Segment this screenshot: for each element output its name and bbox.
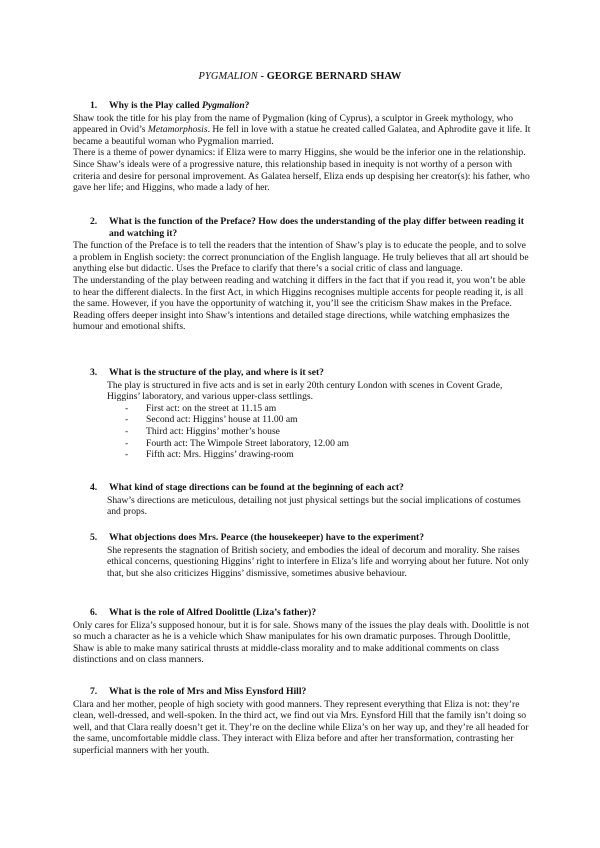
question-5: 5. What objections does Mrs. Pearce (the housekeeper) have to the experiment? bbox=[90, 532, 425, 543]
question-6: 6. What is the role of Alfred Doolittle (Liza’s father)? bbox=[90, 607, 317, 618]
answer-paragraph: Shaw’s directions are meticulous, detailing not just physical settings but the social implications of costumes and props. bbox=[107, 494, 521, 518]
document-title bbox=[0, 71, 600, 83]
question-4: 4. What kind of stage directions can be found at the beginning of each act? bbox=[90, 482, 404, 493]
question-number: 4. bbox=[90, 482, 98, 493]
section-4 bbox=[73, 482, 531, 518]
section-1 bbox=[73, 100, 531, 194]
section-2 bbox=[73, 216, 531, 333]
list-item: - First act: on the street at 11.15 am bbox=[125, 403, 531, 415]
question-number: 5. bbox=[90, 532, 98, 543]
section-6 bbox=[73, 607, 531, 666]
answer-paragraph: The play is structured in five acts and is set in early 20th century London with scenes in Covent Grade, Higgins’ laboratory, and various upper-class settlings. bbox=[107, 379, 503, 403]
question-2: 2. What is the function of the Preface? How does the understanding of the play differ between reading it and watching it? bbox=[90, 216, 524, 239]
question-number: 2. bbox=[90, 216, 98, 227]
question-1: 1. Why is the Play called Pygmalion? bbox=[90, 100, 250, 111]
section-7 bbox=[73, 686, 531, 757]
section-5 bbox=[73, 532, 531, 579]
answer-paragraph: Clara and her mother, people of high society with good manners. They represent everything that Eliza is not: they’re clean, well-dressed, and well-spoken. In the third act, we find out via Mrs. Eynsford Hill that the family isn’t doing so well, and that Clara really doesn’t get it. They’re on the decline while Eliza’s on her way up, and they’re all headed for the same, uncomfortable middle class. They interact with Eliza before and after her transformation, contrasting her superficial manners with her youth. bbox=[73, 698, 529, 756]
question-3: 3. What is the structure of the play, and where is it set? bbox=[90, 367, 324, 378]
title-author: GEORGE BERNARD SHAW bbox=[266, 71, 402, 82]
answer-paragraph: Only cares for Eliza’s supposed honour, but it is for sale. Shows many of the issues the play deals with. Doolittle is not so much a character as he is a vehicle which Shaw manipulates for his own dramatic purposes. Through Doolittle, Shaw is able to make many satirical thrusts at middle-class morality and to make additional comments on class distinctions and on class manners. bbox=[73, 619, 530, 666]
list-item: - Second act: Higgins’ house at 11.00 am bbox=[125, 414, 531, 426]
answer-paragraph: The function of the Preface is to tell the readers that the intention of Shaw’s play is to educate the people, and to solve a problem in English society: the correct pronunciation of the English language. He truly believes that all art should be anything else but didactic. Uses the Preface to clarify that there’s a social critic of class and language. bbox=[73, 240, 529, 275]
answer-paragraph: Shaw took the title for his play from the name of Pygmalion (king of Cyprus), a sculptor in Greek mythology, who appeared in Ovid’s Metamorphosis. He fell in love with a statue he created called Galatea, and Aphrodite gave it life. It became a beautiful woman who Pygmalion married. bbox=[73, 112, 531, 147]
question-number: 1. bbox=[90, 100, 98, 111]
section-3 bbox=[73, 367, 531, 461]
question-7: 7. What is the role of Mrs and Miss Eynsford Hill? bbox=[90, 686, 307, 697]
question-number: 6. bbox=[90, 607, 98, 618]
question-number: 3. bbox=[90, 367, 98, 378]
list-item: - Fifth act: Mrs. Higgins’ drawing-room bbox=[125, 449, 531, 461]
title-separator: - bbox=[257, 71, 267, 82]
title-play: PYGMALION bbox=[198, 71, 258, 82]
answer-paragraph: There is a theme of power dynamics: if Eliza were to marry Higgins, she would be the inferior one in the relationship. Since Shaw’s ideals were of a progressive nature, this relationship based in inequity is not worthy of a person with criteria and desire for personal improvement. As Galatea herself, Eliza ends up despising her creator(s): his father, who gave her life; and Higgins, who made a lady of her. bbox=[73, 147, 530, 194]
list-item: - Fourth act: The Wimpole Street laboratory, 12.00 am bbox=[125, 438, 531, 450]
acts-list bbox=[73, 403, 531, 461]
list-item: - Third act: Higgins’ mother’s house bbox=[125, 426, 531, 438]
answer-paragraph: The understanding of the play between reading and watching it differs in the fact that if you read it, you won’t be able to hear the different dialects. In the first Act, in which Higgins recognises multiple accents for people reading it, is all the same. However, if you have the opportunity of watching it, you’ll see the criticism Shaw makes in the Preface. Reading offers deeper insight into Shaw’s intentions and detailed stage directions, while watching emphasizes the humour and emotional shifts. bbox=[73, 274, 526, 333]
answer-paragraph: She represents the stagnation of British society, and embodies the ideal of decorum and morality. She raises ethical concerns, questioning Higgins’ right to interfere in Eliza’s life and worrying about her future. Not only that, but she also criticizes Higgins’ dismissive, sometimes abusive behaviour. bbox=[107, 544, 529, 579]
question-number: 7. bbox=[90, 686, 98, 697]
